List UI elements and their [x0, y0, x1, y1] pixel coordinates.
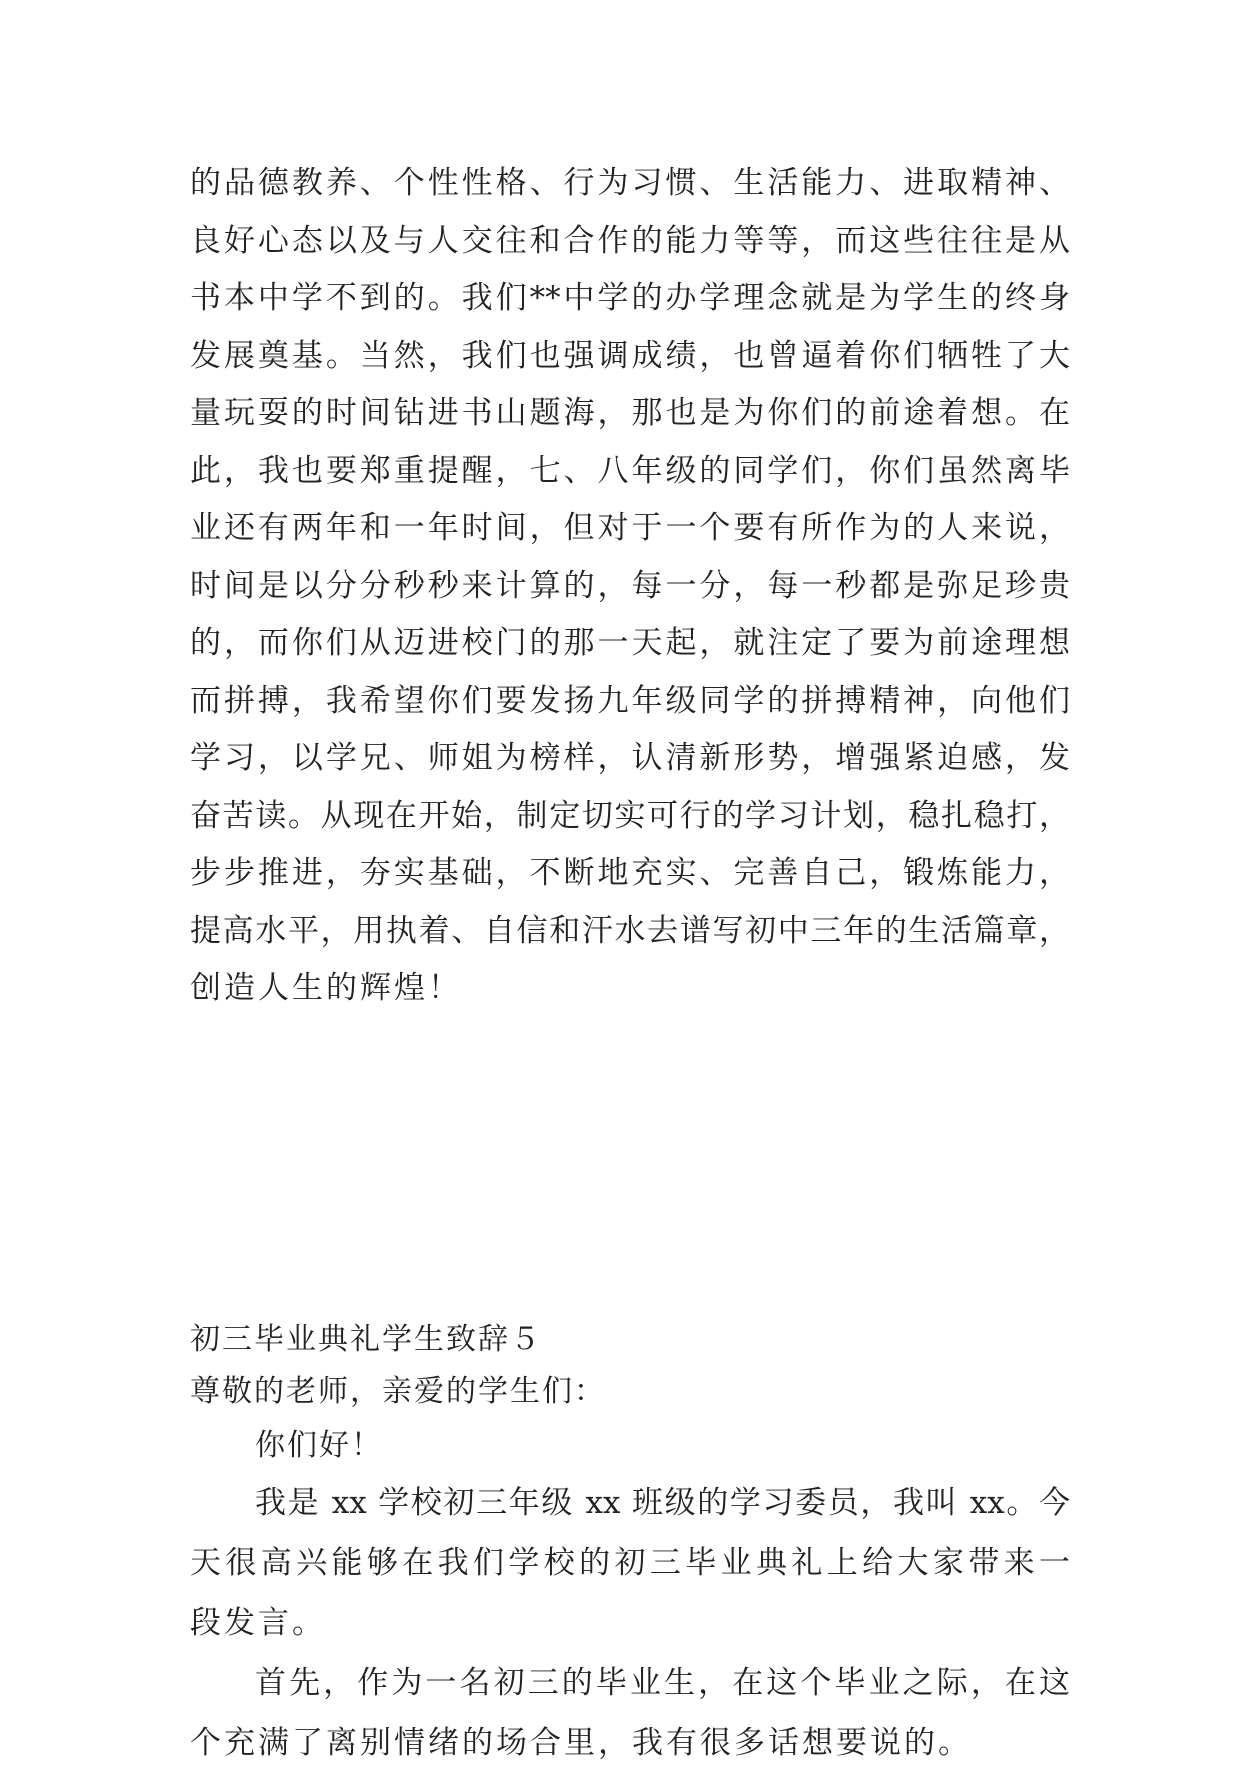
text-line: 奋苦读。从现在开始，制定切实可行的学习计划，稳扎稳打，	[190, 797, 1070, 834]
text-line: 的，而你们从迈进校门的那一天起，就注定了要为前途理想	[190, 625, 1070, 661]
text-line: 个充满了离别情绪的场合里，我有很多话想要说的。	[190, 1725, 972, 1761]
text-line: 业还有两年和一年时间，但对于一个要有所作为的人来说，	[190, 510, 1070, 546]
body-paragraph	[190, 155, 1070, 1018]
text-line: 首先，作为一名初三的毕业生，在这个毕业之际，在这	[255, 1665, 1070, 1701]
text-line: 天很高兴能够在我们学校的初三毕业典礼上给大家带来一	[190, 1545, 1070, 1581]
text-line: 创造人生的辉煌！	[190, 970, 462, 1006]
salutation: 尊敬的老师，亲爱的学生们：	[190, 1374, 606, 1409]
text-line: 的品德教养、个性性格、行为习惯、生活能力、进取精神、	[190, 165, 1070, 201]
text-line: 学习，以学兄、师姐为榜样，认清新形势，增强紧迫感，发	[190, 740, 1070, 776]
text-line: 段发言。	[190, 1605, 326, 1641]
text-line: 良好心态以及与人交往和合作的能力等等，而这些往往是从	[190, 222, 1070, 259]
greeting-line: 你们好！	[255, 1428, 383, 1463]
text-line: 书本中学不到的。我们**中学的办学理念就是为学生的终身	[190, 280, 1070, 316]
text-line: 发展奠基。当然，我们也强调成绩，也曾逼着你们牺牲了大	[190, 337, 1070, 374]
text-line: 提高水平，用执着、自信和汗水去谱写初中三年的生活篇章，	[190, 912, 1070, 949]
text-line: 量玩耍的时间钻进书山题海，那也是为你们的前途着想。在	[190, 395, 1070, 431]
text-line: 此，我也要郑重提醒，七、八年级的同学们，你们虽然离毕	[190, 452, 1070, 489]
text-line: 我是 xx 学校初三年级 xx 班级的学习委员，我叫 xx。今	[255, 1485, 1070, 1521]
text-line: 而拼搏，我希望你们要发扬九年级同学的拼搏精神，向他们	[190, 682, 1070, 719]
text-line: 步步推进，夯实基础，不断地充实、完善自己，锻炼能力，	[190, 855, 1070, 891]
speech-section	[190, 1315, 1070, 1773]
text-line: 时间是以分分秒秒来计算的，每一分，每一秒都是弥足珍贵	[190, 567, 1070, 604]
section-heading: 初三毕业典礼学生致辞５	[190, 1322, 542, 1357]
